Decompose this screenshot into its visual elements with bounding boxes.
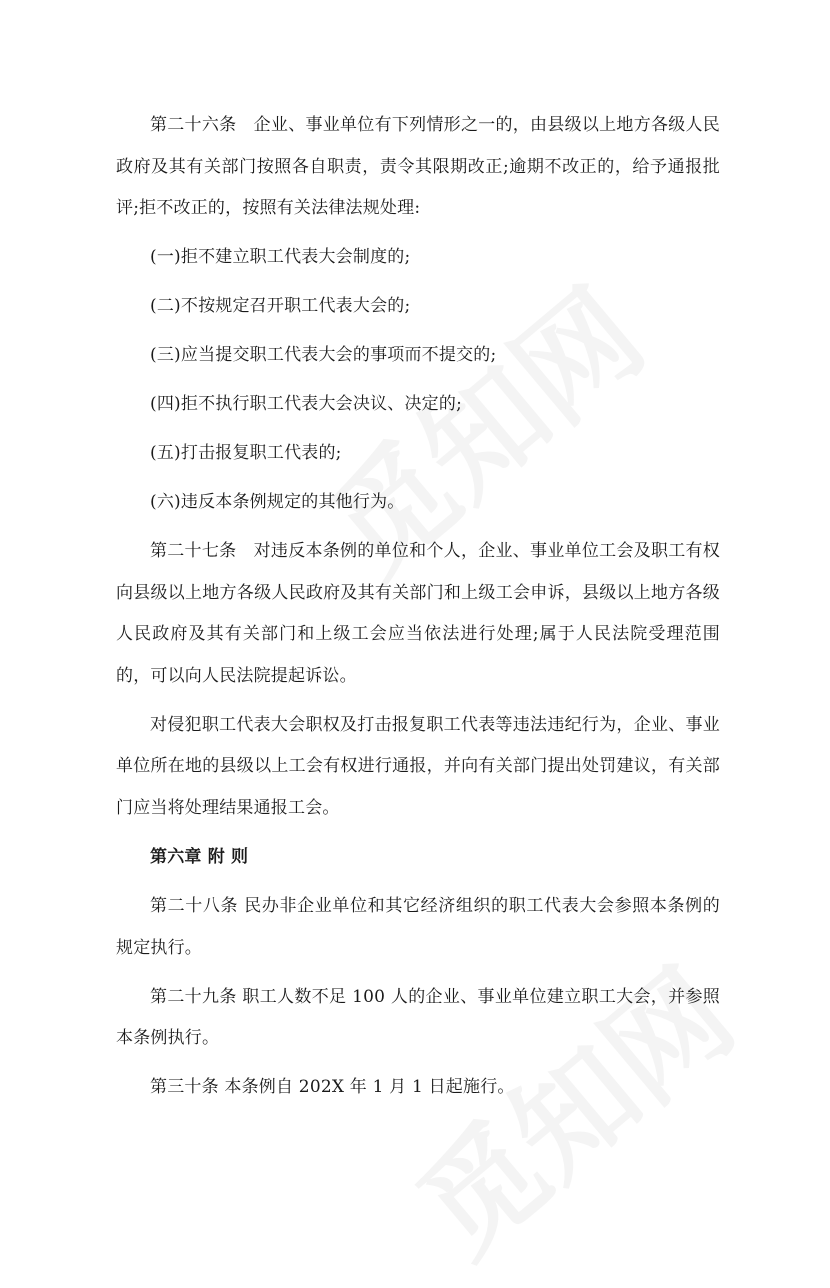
article-26-item-6: (六)违反本条例规定的其他行为。 bbox=[150, 492, 405, 513]
article-26-item-3: (三)应当提交职工代表大会的事项而不提交的; bbox=[150, 345, 497, 366]
article-27: 第二十七条 对违反本条例的单位和个人，企业、事业单位工会及职工有权向县级以上地方各级人民政府及其有关部门和上级工会申诉，县级以上地方各级人民政府及其有关部门和上级工会应当依法进行处理;属于人民法院受理范围的，可以向人民法院提起诉讼。 bbox=[116, 541, 720, 686]
article-30: 第三十条 本条例自 202X 年 1 月 1 日起施行。 bbox=[150, 1077, 515, 1098]
article-28: 第二十八条 民办非企业单位和其它经济组织的职工代表大会参照本条例的规定执行。 bbox=[116, 896, 720, 958]
article-26-item-5: (五)打击报复职工代表的; bbox=[150, 443, 342, 464]
article-29: 第二十九条 职工人数不足 100 人的企业、事业单位建立职工大会，并参照本条例执行。 bbox=[116, 986, 720, 1049]
chapter-heading: 第六章 附 则 bbox=[150, 847, 249, 868]
article-27-supplement: 对侵犯职工代表大会职权及打击报复职工代表等违法违纪行为，企业、事业单位所在地的县级以上工会有权进行通报，并向有关部门提出处罚建议，有关部门应当将处理结果通报工会。 bbox=[116, 714, 720, 819]
article-26-item-2: (二)不按规定召开职工代表大会的; bbox=[150, 296, 411, 317]
article-26: 第二十六条 企业、事业单位有下列情形之一的，由县级以上地方各级人民政府及其有关部门按照各自职责，责令其限期改正;逾期不改正的，给予通报批评;拒不改正的，按照有关法律法规处理: bbox=[116, 115, 720, 219]
article-26-item-4: (四)拒不执行职工代表大会决议、决定的; bbox=[150, 394, 462, 415]
article-26-item-1: (一)拒不建立职工代表大会制度的; bbox=[150, 247, 411, 268]
document-body bbox=[116, 105, 720, 1116]
